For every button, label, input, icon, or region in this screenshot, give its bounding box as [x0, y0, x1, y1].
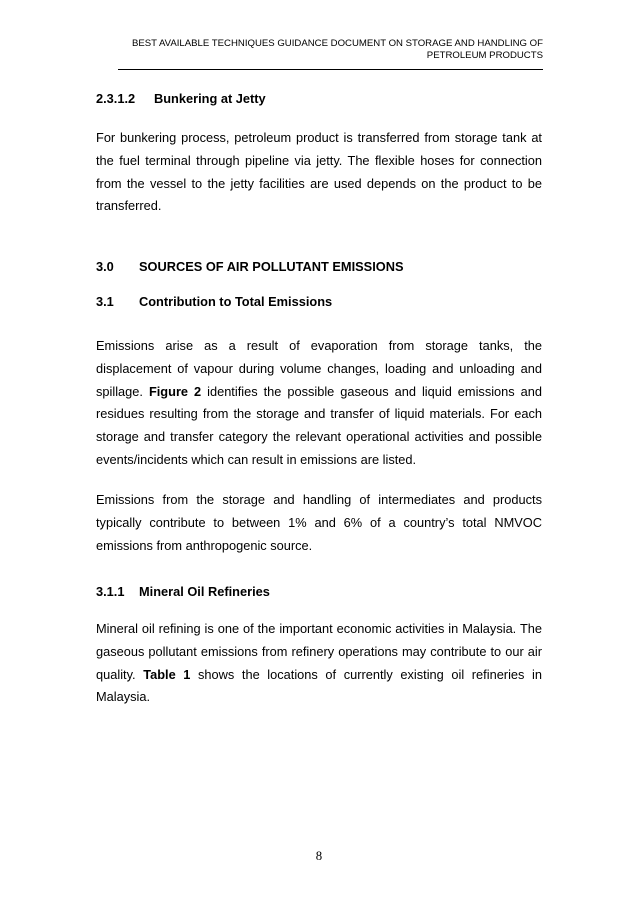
paragraph-text: Mineral oil refining is one of the important economic activities in Malaysia. The gaseous pollutant emissions from refinery operations may contribute to our air quality.	[96, 621, 542, 682]
paragraph-text: shows the locations of currently existing oil refineries in Malaysia.	[96, 666, 542, 705]
heading-number: 3.0	[96, 259, 114, 274]
table-reference: Table 1	[143, 666, 191, 682]
heading-2-3-1-2	[96, 91, 266, 106]
figure-reference: Figure 2	[148, 383, 202, 399]
paragraph-text: identifies the possible gaseous and liquid emissions and residues resulting from the storage and transfer of liquid materials. For each storage and transfer category the relevant operational activities and possible events/incidents which can result in emissions are listed.	[96, 383, 543, 467]
heading-title: Bunkering at Jetty	[154, 91, 266, 106]
header-divider	[118, 69, 543, 70]
heading-title: Mineral Oil Refineries	[139, 584, 270, 599]
heading-title: Contribution to Total Emissions	[139, 294, 333, 309]
running-header	[118, 38, 543, 61]
heading-number: 2.3.1.2	[96, 91, 136, 106]
paragraph-bunkering: For bunkering process, petroleum product is transferred from storage tank at the fuel terminal through pipeline via jetty. The flexible hoses for connection from the vessel to the jetty facilities are used depends on the product to be transferred.	[96, 130, 542, 214]
paragraph-emissions-sources	[96, 335, 542, 472]
paragraph-refineries	[96, 618, 542, 709]
paragraph-emissions-share: Emissions from the storage and handling of intermediates and products typically contribute to between 1% and 6% of a country’s total NMVOC emissions from anthropogenic source.	[96, 492, 542, 553]
heading-3-0	[96, 259, 403, 274]
heading-number: 3.1.1	[96, 584, 125, 599]
heading-number: 3.1	[96, 294, 114, 309]
heading-3-1-1	[96, 584, 270, 599]
heading-title: SOURCES OF AIR POLLUTANT EMISSIONS	[139, 259, 404, 274]
page-number: 8	[315, 849, 323, 863]
paragraph-text: Emissions arise as a result of evaporation from storage tanks, the displacement of vapour during volume changes, loading and unloading and spillage.	[96, 338, 542, 399]
heading-3-1	[96, 294, 332, 309]
running-header-line2: PETROLEUM PRODUCTS	[426, 49, 543, 61]
running-header-line1: BEST AVAILABLE TECHNIQUES GUIDANCE DOCUMENT ON STORAGE AND HANDLING OF	[131, 38, 543, 49]
